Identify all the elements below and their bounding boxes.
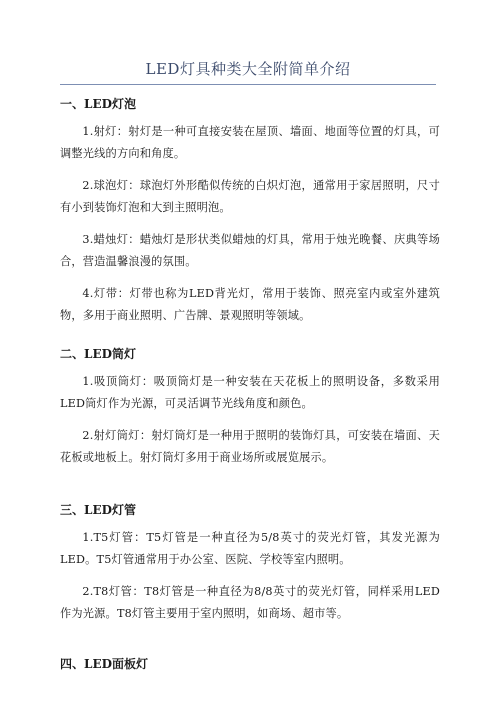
- paragraph: 2.射灯筒灯：射灯筒灯是一种用于照明的装饰灯具，可安装在墙面、天花板或地板上。射灯筒灯多用于商业场所或展览展示。: [60, 429, 440, 464]
- section-led-panel: [60, 656, 440, 672]
- section-led-tube: [60, 502, 440, 625]
- paragraph: 3.蜡烛灯：蜡烛灯是形状类似蜡烛的灯具，常用于烛光晚餐、庆典等场合，营造温馨浪漫的氛围。: [60, 233, 440, 268]
- section-led-bulb: [60, 96, 440, 327]
- section-heading: 四、LED面板灯: [60, 657, 148, 671]
- paragraph: 2.球泡灯：球泡灯外形酷似传统的白炽灯泡，通常用于家居照明，尺寸有小到装饰灯泡和大到主照明泡。: [60, 179, 440, 214]
- section-heading: 三、LED灯管: [60, 503, 136, 517]
- title-underline: [60, 84, 436, 85]
- paragraph: 1.T5灯管：T5灯管是一种直径为5/8英寸的荧光灯管，其发光源为LED。T5灯管通常用于办公室、医院、学校等室内照明。: [60, 531, 440, 566]
- section-led-downlight: [60, 346, 440, 469]
- section-heading: 一、LED灯泡: [60, 97, 136, 111]
- paragraph: 2.T8灯管：T8灯管是一种直径为8/8英寸的荧光灯管，同样采用LED作为光源。T8灯管主要用于室内照明，如商场、超市等。: [60, 585, 440, 620]
- document-title: LED灯具种类大全附简单介绍: [145, 60, 351, 78]
- section-heading: 二、LED筒灯: [60, 347, 136, 361]
- paragraph: 4.灯带：灯带也称为LED背光灯，常用于装饰、照亮室内或室外建筑物，多用于商业照明、广告牌、景观照明等领域。: [60, 287, 440, 322]
- paragraph: 1.吸顶筒灯：吸顶筒灯是一种安装在天花板上的照明设备，多数采用LED筒灯作为光源，可灵活调节光线角度和颜色。: [60, 375, 440, 410]
- paragraph: 1.射灯：射灯是一种可直接安装在屋顶、墙面、地面等位置的灯具，可调整光线的方向和角度。: [60, 125, 440, 160]
